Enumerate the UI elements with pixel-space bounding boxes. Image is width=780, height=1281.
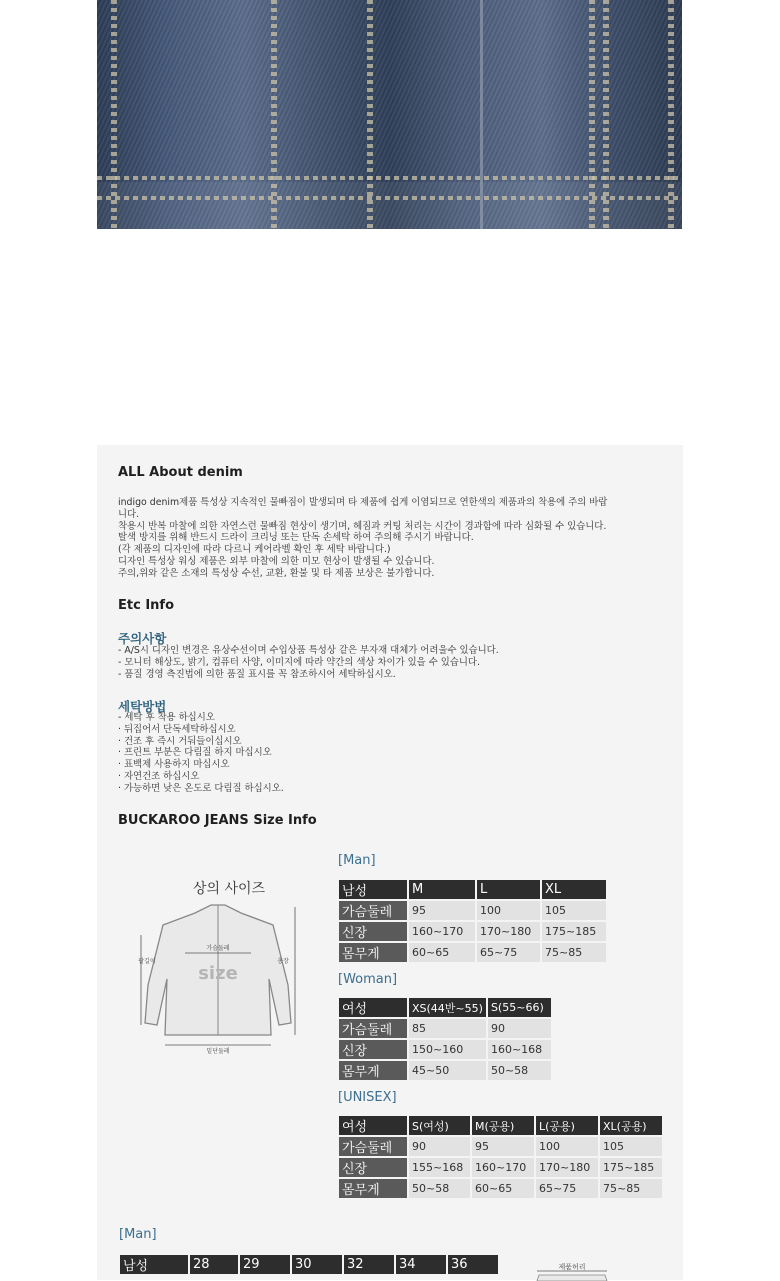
figure-size-label: size [198,963,238,984]
figure-length-label: 총장 [277,958,289,965]
pants-table-label: [Man] [119,1227,157,1242]
product-photo-denim [97,0,682,229]
table-row: 여성 S(여성) M(공용) L(공용) XL(공용) [339,1116,662,1135]
about-denim-text: indigo denim제품 특성상 지속적인 물빠짐이 발생되며 타 제품에 쉽게 이염되므로 연한색의 제품과의 착용에 주의 바랍 니다. 착용시 반복 마찰에 의한 자연스런 물빠짐 현상이 생기며, 헤짐과 커팅 처리는 시간이 경과함에 따라 심화될 수 있습니다. 탈색 방지를 위해 반드시 드라이 크리닝 또는 단독 손세탁 하여 주의해 주시기 바랍니다. (각 제품의 디자인에 따라 다르니 케어라벨 확인 후 세탁 바랍니다.) 디자인 특성상 워싱 제품은 외부 마찰에 의한 미모 현상이 발생될 수 있습니다. 주의,위와 같은 소재의 특성상 수선, 교환, 환불 및 타 제품 보상은 불가합니다. [118,497,608,579]
man-size-table [337,878,608,964]
table-row: 신장 160~170 170~180 175~185 [339,922,606,941]
caution-text: - A/S시 디자인 변경은 유상수선이며 수입상품 특성상 같은 부자재 대체가 어려울수 있습니다. - 모니터 해상도, 밝기, 컴퓨터 사양, 이미지에 따라 약간의 색상 차이가 있을 수 있습니다. - 품질 경영 측진법에 의한 품질 표시를 꼭 참조하시어 세탁하십시오. [118,645,499,680]
table-row: 몸무게 60~65 65~75 75~85 [339,943,606,962]
about-denim-title: ALL About denim [118,465,243,480]
table-row: 남성 M L XL [339,880,606,899]
woman-table-label: [Woman] [338,972,398,987]
size-info-title: BUCKAROO JEANS Size Info [118,813,317,828]
figure-chest-label: 가슴둘레 [206,945,230,952]
woman-size-table [337,996,553,1082]
top-size-figure-title: 상의 사이즈 [193,881,266,897]
man-table-label: [Man] [338,853,376,868]
figure-sleeve-label: 팔길이 [138,958,156,965]
figure-hem-label: 밑단둘레 [206,1048,230,1055]
table-row: 가슴둘레 85 90 [339,1019,551,1038]
table-row: 몸무게 50~58 60~65 65~75 75~85 [339,1179,662,1198]
table-row: 여성 XS(44반~55) S(55~66) [339,998,551,1017]
jacket-diagram [133,895,303,1055]
table-row: 남성 28 29 30 32 34 36 [120,1255,498,1274]
unisex-table-label: [UNISEX] [338,1090,397,1105]
caution-title: 주의사항 [118,631,167,646]
pants-diagram [527,1261,617,1281]
unisex-size-table [337,1114,664,1200]
etc-info-title: Etc Info [118,598,175,613]
table-row: 신장 150~160 160~168 [339,1040,551,1059]
table-row: 몸무게 45~50 50~58 [339,1061,551,1080]
table-row: 가슴둘레 90 95 100 105 [339,1137,662,1156]
pants-waist-label: 제품허리 [558,1263,586,1271]
product-info-panel [97,445,683,1280]
pants-size-table [118,1253,500,1276]
wash-text: - 세탁 후 착용 하십시오 · 뒤집어서 단독세탁하십시오 · 건조 후 즉시 거둬들이십시오 · 프린트 부분은 다림질 하지 마십시오 · 표백제 사용하지 마십시오 · 자연건조 하십시오 · 가능하면 낮은 온도로 다림질 하십시오. [118,712,284,794]
table-row: 신장 155~168 160~170 170~180 175~185 [339,1158,662,1177]
table-row: 가슴둘레 95 100 105 [339,901,606,920]
wash-title: 세탁방법 [118,699,167,714]
